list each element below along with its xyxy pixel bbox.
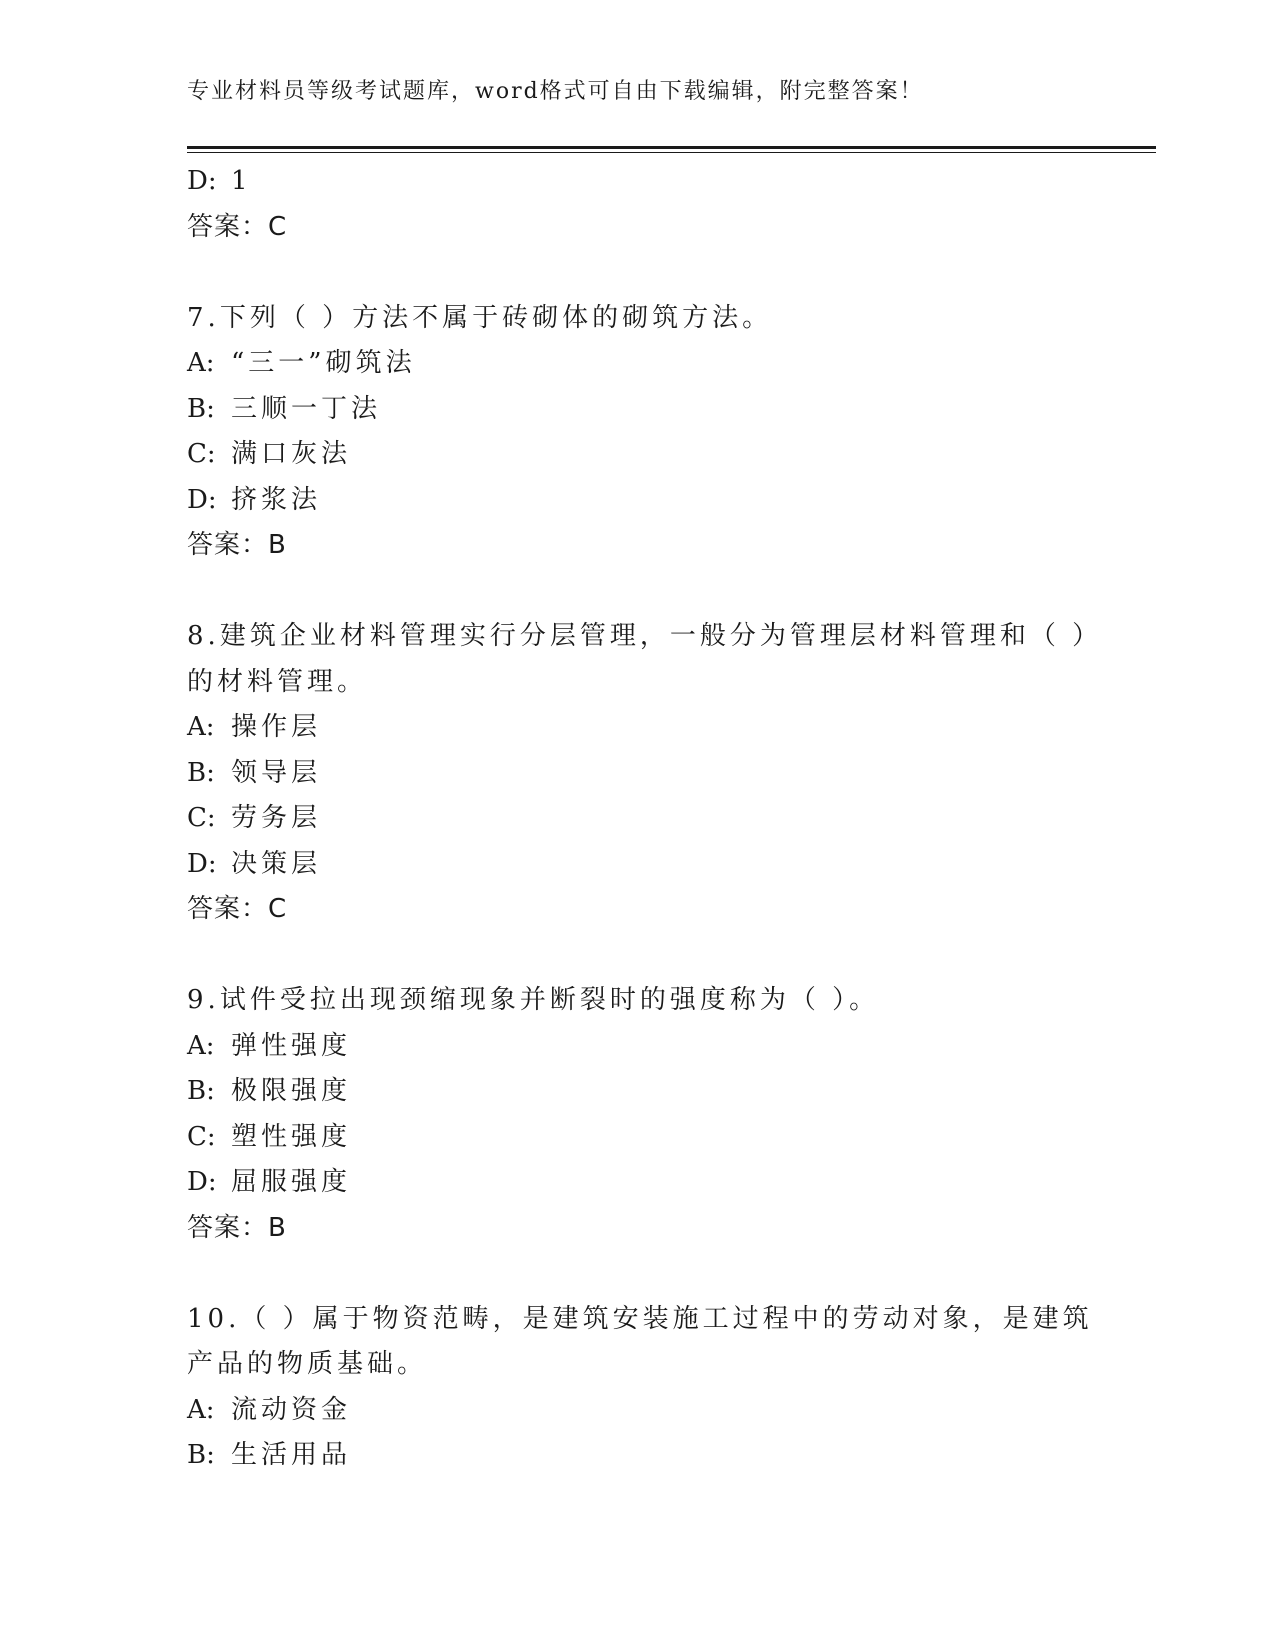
option-line <box>187 705 1067 751</box>
option-letter: B: <box>187 393 215 424</box>
page-header: 专业材料员等级考试题库，word格式可自由下载编辑，附完整答案！ <box>187 79 924 104</box>
option-line <box>187 751 1067 797</box>
option-text: 挤浆法 <box>231 484 322 515</box>
question-number: 10. <box>187 1303 241 1334</box>
question-7 <box>187 296 1067 569</box>
question-number: 9. <box>187 985 220 1015</box>
question-text <box>187 978 1067 1024</box>
option-letter: A: <box>187 712 215 742</box>
option-line <box>187 432 1067 478</box>
option-line <box>187 478 1067 524</box>
option-line <box>187 1433 1067 1479</box>
option-letter: C: <box>187 1121 216 1152</box>
question-10 <box>187 1297 1093 1479</box>
option-text: 塑性强度 <box>231 1121 352 1152</box>
option-text: 屈服强度 <box>231 1167 352 1197</box>
question-text-continued: 产品的物质基础。 <box>187 1349 428 1379</box>
question-text-continued: 的材料管理。 <box>187 666 368 697</box>
answer-line: 答案：B <box>187 530 287 560</box>
option-text: 操作层 <box>231 712 322 742</box>
option-text: “三一”砌筑法 <box>231 348 416 378</box>
answer-line: 答案：B <box>187 1212 287 1243</box>
option-text: 劳务层 <box>231 803 322 833</box>
option-letter: C: <box>187 439 216 469</box>
option-text: 决策层 <box>231 848 322 879</box>
question-9 <box>187 978 1067 1251</box>
option-line <box>187 1069 1067 1115</box>
question-text-line: 建筑企业材料管理实行分层管理，一般分为管理层材料管理和（ ） <box>219 621 1103 651</box>
option-letter: A: <box>187 348 215 378</box>
option-letter: D: <box>187 848 217 879</box>
question-text-line: （ ）属于物资范畴，是建筑安装施工过程中的劳动对象，是建筑 <box>240 1303 1093 1334</box>
option-line <box>187 387 1067 433</box>
option-text: 生活用品 <box>231 1440 352 1470</box>
question-number: 8. <box>187 621 220 651</box>
option-line <box>187 842 1067 888</box>
question-text <box>187 296 1067 342</box>
header-rule-thick <box>187 146 1156 149</box>
question-text <box>187 1297 1093 1343</box>
option-letter: B: <box>187 757 215 788</box>
option-letter: B: <box>187 1440 215 1470</box>
option-line <box>187 1024 1067 1070</box>
option-line <box>187 341 1067 387</box>
option-line <box>187 1388 1067 1434</box>
option-letter: C: <box>187 803 216 833</box>
option-letter: A: <box>187 1030 215 1061</box>
answer-line: 答案：C <box>187 894 288 924</box>
option-letter: D: <box>187 484 217 515</box>
option-line <box>187 1115 1067 1161</box>
option-line <box>187 796 1067 842</box>
option-letter: B: <box>187 1076 215 1106</box>
question-8 <box>187 614 1103 933</box>
answer-line: 答案：C <box>187 211 288 242</box>
option-letter: D: <box>187 1167 217 1197</box>
option-letter: D: <box>187 166 217 196</box>
option-text: 满口灰法 <box>231 439 352 469</box>
option-line <box>187 159 1067 205</box>
header-rule-thin <box>187 152 1156 153</box>
option-text: 领导层 <box>231 757 322 788</box>
option-text: 1 <box>231 166 252 196</box>
question-text <box>187 614 1103 660</box>
question-number: 7. <box>187 302 220 333</box>
option-text: 弹性强度 <box>231 1030 352 1061</box>
document-body <box>187 159 1103 1479</box>
option-text: 流动资金 <box>231 1394 352 1425</box>
option-text: 极限强度 <box>231 1076 352 1106</box>
question-text-line: 下列（ ）方法不属于砖砌体的砌筑方法。 <box>219 302 773 333</box>
option-text: 三顺一丁法 <box>231 393 382 424</box>
question-text-line: 试件受拉出现颈缩现象并断裂时的强度称为（ ）。 <box>219 985 880 1015</box>
option-line <box>187 1160 1067 1206</box>
option-letter: A: <box>187 1394 215 1425</box>
